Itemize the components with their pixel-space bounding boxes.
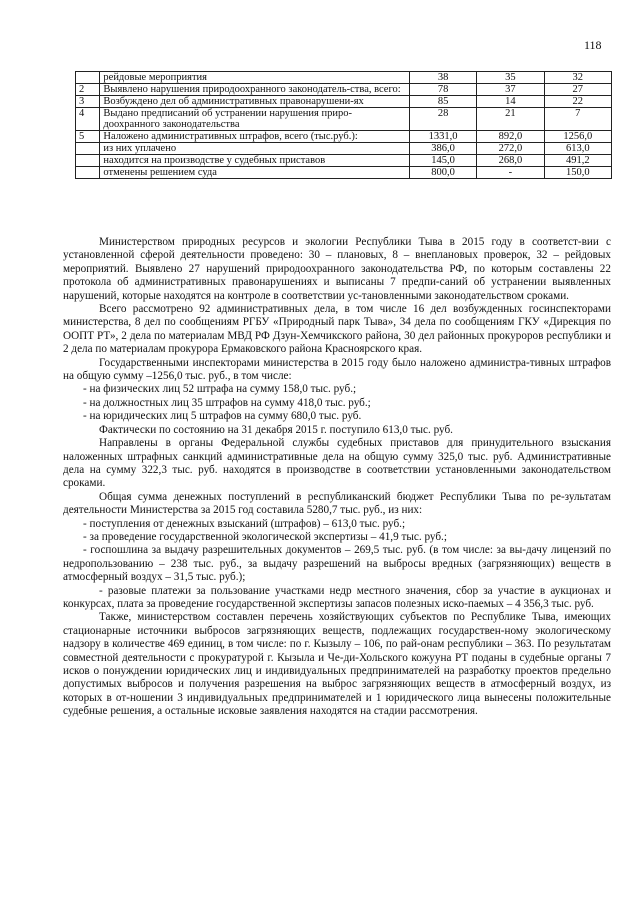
value-cell: 28 <box>409 108 476 131</box>
list-item: - на должностных лиц 35 штрафов на сумму 418,0 тыс. руб.; <box>83 396 371 409</box>
table-row <box>76 167 612 179</box>
value-cell: 800,0 <box>409 167 476 179</box>
list-item: - на юридических лиц 5 штрафов на сумму 680,0 тыс. руб. <box>83 410 362 423</box>
paragraph-received: Фактически по состоянию на 31 декабря 2015 г. поступило 613,0 тыс. руб. <box>99 423 453 436</box>
value-cell: 37 <box>477 84 544 96</box>
value-cell: 268,0 <box>477 155 544 167</box>
row-number <box>76 143 100 155</box>
list-item: - на физических лиц 52 штрафа на сумму 158,0 тыс. руб.; <box>83 383 357 396</box>
row-label: рейдовые мероприятия <box>100 72 409 84</box>
row-number: 3 <box>76 96 100 108</box>
row-label: отменены решением суда <box>100 167 409 179</box>
table-row <box>76 96 612 108</box>
table-row <box>76 143 612 155</box>
table-row <box>76 108 612 131</box>
row-number <box>76 155 100 167</box>
value-cell: 85 <box>409 96 476 108</box>
paragraph-cases: Всего рассмотрено 92 административных дела, в том числе 16 дел возбужденных госинспекторами министерства, 8 дел по сообщениям РГБУ «Природный парк Тыва», 34 дела по сообщениям ГКУ «Дирекция по ООПТ РТ», 2 дела по материалам МВД РФ Дзун-Хемчикского района, 30 дел районных прокуроров республики и 2 дела по материалам прокурора Ермаковского района Красноярского края. <box>63 303 611 356</box>
value-cell: 613,0 <box>544 143 611 155</box>
row-number <box>76 72 100 84</box>
paragraph-fines-total: Государственными инспекторами министерства в 2015 году было наложено администра-тивных штрафов на общую сумму –1256,0 тыс. руб., в том числе: <box>63 356 611 383</box>
row-number: 2 <box>76 84 100 96</box>
value-cell: 22 <box>544 96 611 108</box>
value-cell: 145,0 <box>409 155 476 167</box>
value-cell: - <box>477 167 544 179</box>
value-cell: 1331,0 <box>409 131 476 143</box>
row-number <box>76 167 100 179</box>
paragraph-bailiffs: Направлены в органы Федеральной службы судебных приставов для принудительного взыскания наложенных штрафных санкций административные дела на общую сумму 325,0 тыс. руб. Административные дела на сумму 322,3 тыс. руб. находятся в производстве в соответствии установленными законодательством сроками. <box>63 437 611 490</box>
value-cell: 78 <box>409 84 476 96</box>
value-cell: 21 <box>477 108 544 131</box>
list-item: - разовые платежи за пользование участками недр местного значения, сбор за участие в аукционах и конкурсах, плата за проведение государственной экспертизы запасов полезных иско-паемых – 4 356,3 тыс. руб. <box>63 584 611 610</box>
page-number: 118 <box>584 38 602 52</box>
table-row <box>76 155 612 167</box>
value-cell: 1256,0 <box>544 131 611 143</box>
value-cell: 7 <box>544 108 611 131</box>
value-cell: 27 <box>544 84 611 96</box>
row-number: 4 <box>76 108 100 131</box>
statistics-table <box>75 71 612 179</box>
list-item: - поступления от денежных взысканий (штрафов) – 613,0 тыс. руб.; <box>83 517 406 530</box>
value-cell: 892,0 <box>477 131 544 143</box>
table-row <box>76 84 612 96</box>
row-label: находится на производстве у судебных приставов <box>100 155 409 167</box>
row-label: Выдано предписаний об устранении нарушения приро-доохранного законодательства <box>100 108 409 131</box>
value-cell: 35 <box>477 72 544 84</box>
list-item: - за проведение государственной экологической экспертизы – 41,9 тыс. руб.; <box>83 530 447 543</box>
value-cell: 14 <box>477 96 544 108</box>
value-cell: 491,2 <box>544 155 611 167</box>
row-label: Наложено административных штрафов, всего (тыс.руб.): <box>100 131 409 143</box>
value-cell: 272,0 <box>477 143 544 155</box>
paragraph-budget: Общая сумма денежных поступлений в республиканский бюджет Республики Тыва по ре-зультатам деятельности Министерства за 2015 год составила 5280,7 тыс. руб., из них: <box>63 490 611 517</box>
report-body <box>63 236 611 719</box>
row-label: Возбуждено дел об административных правонарушени-ях <box>100 96 409 108</box>
list-item: - госпошлина за выдачу разрешительных документов – 269,5 тыс. руб. (в том числе: за вы-дачу лицензий по недропользованию – 238 тыс. руб., за выдачу разрешений на выбросы вредных (загрязняющих) веществ в атмосферный воздух – 31,5 тыс. руб.); <box>63 544 611 584</box>
row-label: Выявлено нарушения природоохранного законодатель-ства, всего: <box>100 84 409 96</box>
paragraph-inspections: Министерством природных ресурсов и экологии Республики Тыва в 2015 году в соответст-вии с установленной сферой деятельности проведено: 30 – плановых, 8 – внеплановых проверок, 32 – рейдовых мероприятий. Выявлено 27 нарушений природоохранного законодательства РФ, по которым составлены 22 протокола об административных правонарушениях и выписаны 7 предпи-саний об устранении выявленных нарушений, которые находятся на контроле в соответствии ус-тановленными законодательством сроками. <box>63 236 611 302</box>
value-cell: 32 <box>544 72 611 84</box>
table-row <box>76 72 612 84</box>
value-cell: 150,0 <box>544 167 611 179</box>
row-label: из них уплачено <box>100 143 409 155</box>
value-cell: 38 <box>409 72 476 84</box>
value-cell: 386,0 <box>409 143 476 155</box>
table-row <box>76 131 612 143</box>
row-number: 5 <box>76 131 100 143</box>
paragraph-emission-sources: Также, министерством составлен перечень хозяйствующих субъектов по Республике Тыва, имеющих стационарные источники выбросов загрязняющих веществ, подлежащих государствен-ному экологическому надзору в количестве 469 единиц, в том числе: по г. Кызылу – 106, по рай-онам республики – 363. По результатам совместной деятельности с прокуратурой г. Кызыла и Че-ди-Хольского кожууна РТ поданы в судебные органы 7 исков о понуждении юридических лиц и индивидуальных предпринимателей на разработку проектов предельно допустимых выбросов и получения разрешения на выброс загрязняющих веществ в атмосферный воздух, из которых в от-ношении 3 индивидуальных предпринимателей и 1 юридического лица вынесены положительные судебные решения, а остальные исковые заявления находятся на стадии рассмотрения. <box>63 611 611 718</box>
